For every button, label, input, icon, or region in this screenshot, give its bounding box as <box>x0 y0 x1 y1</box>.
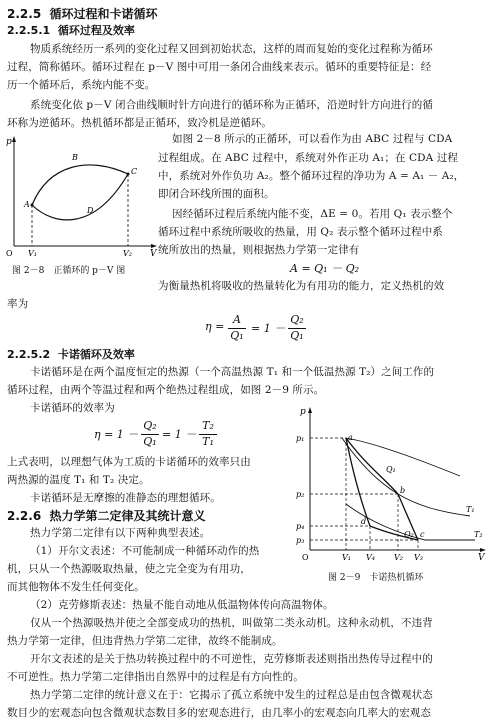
origin-label: O <box>6 249 13 258</box>
figure-2-8-pv-diagram <box>4 134 164 258</box>
curve-cda <box>32 174 128 220</box>
isotherm-t2-label: T₂ <box>474 530 483 539</box>
paragraph-line: 中，系统对外作负功 A₂。整个循环过程的净功为 A = A₁ － A₂， <box>158 170 465 182</box>
tick-v3: V₃ <box>414 553 423 562</box>
paragraph-line: 卡诺循环的效率为 <box>30 402 115 414</box>
paragraph-line: 仅从一个热源吸热并使之全部变成功的热机，叫做第二类永动机。这种永动机，不违背 <box>30 617 433 629</box>
point-d-label: D <box>87 206 94 215</box>
adiabat-curve <box>346 438 460 476</box>
point-c-label: c <box>420 530 425 539</box>
paragraph-line: 数目少的宏观态向包含微观状态数目多的宏观态进行，由几率小的宏观态向几率大的宏观态 <box>7 707 431 719</box>
paragraph-line: 机，只从一个热源吸取热量，使之完全变为有用功， <box>7 563 251 575</box>
paragraph-line: 历一个循环后，系统内能不变。 <box>7 79 156 91</box>
paragraph-line: 过程组成。在 ABC 过程中，系统对外作正功 A₁；在 CDA 过程 <box>158 152 458 164</box>
point-a-label: a <box>348 433 353 442</box>
point-d-label: d <box>361 517 367 526</box>
paragraph-line: 为衡量热机将吸收的热量转化为有用功的能力，定义热机的效 <box>158 280 445 292</box>
isotherm-t1 <box>342 438 470 516</box>
tick-p2: p₂ <box>296 490 305 499</box>
paragraph-line: 过程，简称循环。循环过程在 p－V 图中可用一条闭合曲线来表示。循环的重要特征是：经 <box>7 61 432 73</box>
paragraph-line: 循环过程，由两个等温过程和两个绝热过程组成，如图 2－9 所示。 <box>7 384 325 396</box>
figure-2-9-carnot-cycle <box>290 404 490 564</box>
paragraph-line: 如图 2－8 所示的正循环，可以看作为由 ABC 过程与 CDA <box>172 133 453 145</box>
section-heading-2-2-5-1: 2.2.5.1 循环过程及效率 <box>7 24 135 37</box>
isotherm-t1-label: T₁ <box>466 505 475 514</box>
point-c-label: C <box>131 167 138 176</box>
paragraph-line: 循环过程中系统所吸收的热量，用 Q₂ 表示整个循环过程中系 <box>158 226 443 238</box>
tick-v1: V₁ <box>342 553 351 562</box>
figure-2-9-caption: 图 2－9 卡诺热机循环 <box>328 573 424 583</box>
paragraph-line: （1）开尔文表述：不可能制成一种循环动作的热 <box>30 545 260 557</box>
paragraph-line: 热力学第一定律，但违背热力学第二定律，故终不能制成。 <box>7 635 283 647</box>
section-heading-2-2-5: 2.2.5 循环过程和卡诺循环 <box>7 7 158 21</box>
paragraph-line: 不可逆性。热力学第二定律指出自然界中的过程是有方向性的。 <box>7 671 304 683</box>
section-heading-2-2-5-2: 2.2.5.2 卡诺循环及效率 <box>7 348 135 361</box>
tick-v1: V₁ <box>28 249 37 258</box>
paragraph-line: 因经循环过程后系统内能不变，ΔE = 0。若用 Q₁ 表示整个 <box>172 208 453 220</box>
axis-label-p: p <box>300 407 306 417</box>
paragraph-line: 而其他物体不发生任何变化。 <box>7 581 145 593</box>
equation-work: A = Q₁ － Q₂ <box>290 262 360 275</box>
paragraph-line: 开尔文表述的是关于热功转换过程中的不可逆性，克劳修斯表述则指出热传导过程中的 <box>30 653 433 665</box>
axis-label-p: p <box>6 137 12 147</box>
paragraph-line: 卡诺循环是无摩擦的准静态的理想循环。 <box>30 492 221 504</box>
point-b-label: b <box>400 486 406 495</box>
point-a-label: A <box>24 200 30 209</box>
paragraph-line: 系统变化依 p－V 闭合曲线顺时针方向进行的循环称为正循环，沿逆时针方向进行的循 <box>30 99 433 111</box>
paragraph-line: 热力学第二定律的统计意义在于：它揭示了孤立系统中发生的过程总是由包含微观状态 <box>30 689 433 701</box>
heat-q2-label: Q₂ <box>404 530 414 539</box>
axis-label-v: V <box>478 553 485 563</box>
curve-abc <box>32 165 128 205</box>
tick-v4: V₄ <box>366 553 375 562</box>
paragraph-line: 物质系统经历一系列的变化过程又回到初始状态，这样的周而复始的变化过程称为循环 <box>30 43 433 55</box>
axis-label-v: V <box>150 249 157 258</box>
tick-p3: p₃ <box>296 536 305 545</box>
paragraph-line: 两热源的温度 T₁ 和 T₂ 决定。 <box>7 474 150 486</box>
tick-v2: V₂ <box>394 553 403 562</box>
paragraph-line: 上式表明，以理想气体为工质的卡诺循环的效率只由 <box>7 456 251 468</box>
paragraph-line: （2）克劳修斯表述：热量不能自动地从低温物体传向高温物体。 <box>30 599 334 611</box>
point-b-label: B <box>72 153 78 162</box>
figure-2-8-caption: 图 2－8 正循环的 p－V 图 <box>12 266 126 276</box>
section-heading-2-2-6: 2.2.6 热力学第二定律及其统计意义 <box>7 509 206 523</box>
tick-v2: V₂ <box>123 249 132 258</box>
paragraph-line: 卡诺循环是在两个温度恒定的热源（一个高温热源 T₁ 和一个低温热源 T₂）之间工作的 <box>30 366 435 378</box>
paragraph-line: 热力学第二定律有以下两种典型表述。 <box>30 527 211 539</box>
heat-q1-label: Q₁ <box>386 465 396 474</box>
tick-p4: p₄ <box>296 522 305 531</box>
paragraph-line: 统所放出的热量，则根据热力学第一定律有 <box>158 244 360 256</box>
paragraph-line: 环称为逆循环。热机循环都是正循环，致冷机是逆循环。 <box>7 117 272 129</box>
paragraph-line: 率为 <box>7 298 29 310</box>
paragraph-line: 即闭合环线所围的面积。 <box>158 188 275 200</box>
tick-p1: p₁ <box>296 434 305 443</box>
origin-label: O <box>302 553 309 562</box>
